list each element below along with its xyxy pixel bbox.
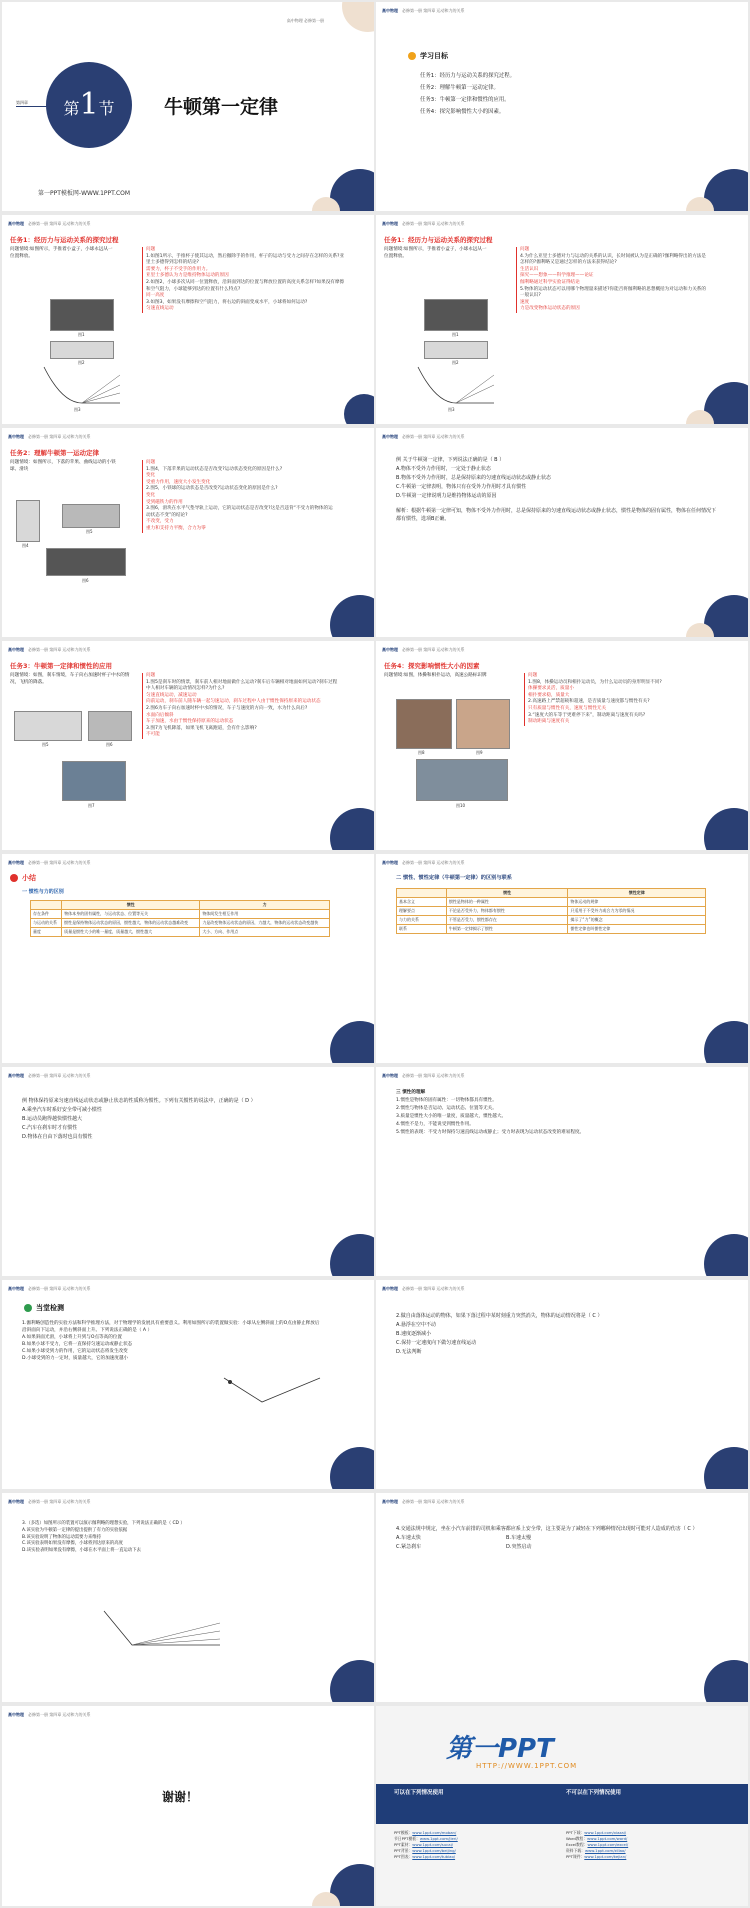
table-row: 量度 质量是惯性大小的唯一量度，质量越大，惯性越大 大小、方向、作用点 [31, 928, 330, 937]
slide-12[interactable] [376, 1067, 748, 1276]
question-text: 3.如图3，如果没有摩擦和空气阻力，将右边的斜面变成水平，小球将如何运动? [146, 299, 308, 305]
question-block [524, 673, 718, 726]
link-list [566, 1830, 736, 1860]
option: C.保持一定速度向下做匀速直线运动 [396, 1340, 477, 1346]
answer-text: 不改变，受力 [146, 519, 174, 525]
question-text: 3.图7为飞机降落，如果飞机飞离跑道，会有什么影响? [146, 725, 257, 731]
slide-header: 高中物理 必修第一册 第四章 运动和力的关系 [8, 221, 91, 226]
table-row: 理解要点 不论是否受外力，物体都有惯性 只适用于不受外力或合力为零的情况 [397, 907, 706, 916]
decor-circle [344, 394, 374, 424]
ramp-diagram [416, 365, 496, 405]
usage-allowed-title: 可以在下列情况使用 [394, 1790, 444, 1796]
section-heading: 学习目标 [420, 52, 448, 60]
option: A.乘坐汽车时系好安全带可减小惯性 [22, 1107, 102, 1113]
answer-text: 探究——想象——科学推理——论证 [520, 273, 594, 279]
option: B.速度逐渐减小 [396, 1331, 432, 1337]
list-item: 资料下载：www.1ppt.com/ziliao/ [566, 1848, 626, 1853]
figure-image [62, 504, 120, 528]
option: A.车速太快 [396, 1535, 421, 1541]
list-item: 节日PPT模板：www.1ppt.com/jieri/ [394, 1836, 458, 1841]
answer-text: 需要力，杯子不受手的作用力。 [146, 266, 211, 272]
example-block [22, 1097, 302, 1142]
question-text: 3.（多选）如图所示的装置可以演示伽利略的理想实验，下列说法正确的是（ CD ） [22, 1521, 185, 1526]
slide-header: 高中物理 必修第一册 第四章 运动和力的关系 [8, 1286, 91, 1291]
answer-text: 速度 [520, 299, 530, 305]
question-text: 1.如图1所示，手推杯子使其运动，然后撤除手的作用，杯子的运动与受力之间存在怎样的关系?亚里士多德得到怎样的结论? [146, 253, 345, 266]
decor-circle [330, 1234, 374, 1276]
question-label: 问题 [146, 247, 156, 252]
figure-caption: 图1 [78, 332, 85, 337]
figure-image [416, 759, 508, 801]
figure-caption: 图7 [88, 803, 95, 808]
figure-caption: 图6 [106, 742, 113, 747]
figure-image [14, 711, 82, 741]
option: D.该实验表明如果没有摩擦，小球在水平面上将一直运动下去 [22, 1548, 141, 1554]
slide-9[interactable] [2, 854, 374, 1063]
question-block [396, 1312, 696, 1357]
check-icon [24, 1304, 32, 1312]
question-text: 1.图5是刹车时的情景，刹车前人相对地面做什么运动?刹车后车辆相对地面如何运动?刹车过程中人相对车辆的运动情况怎样?为什么? [146, 679, 338, 692]
answer-text: 只有质量与惯性有关，速度与惯性无关 [528, 705, 607, 711]
table-row: 与运动的关系 惯性是保持物体运动状态的原因，惯性越大，物体的运动状态越难改变 力是改变物体运动状态的原因，力越大，物体的运动状态改变越快 [31, 919, 330, 928]
question-text: 2.做自由落体运动的物体，如果下落过程中某时刻重力突然消失，物体的运动情况将是（ C ） [396, 1313, 603, 1319]
decor-circle [704, 1234, 748, 1276]
slide-header: 高中物理 必修第一册 第四章 运动和力的关系 [382, 1286, 465, 1291]
scenario-text: 问题情境：如图，刹车情境，车子向右加速时杯子中水的情况，飞机的降落。 [10, 673, 130, 685]
option: A.物体不受外力作用时，一定处于静止状态 [396, 466, 491, 472]
section-jie: 节 [98, 99, 115, 118]
section-number: 1 [79, 87, 99, 122]
figure-caption: 图2 [78, 360, 85, 365]
list-item: 5.惯性的表现：不受力时保持匀速直线运动或静止；受力时表现为运动状态改变的难易程度。 [396, 1130, 585, 1135]
figure-image [50, 299, 114, 331]
example-block [396, 456, 716, 523]
comparison-table: 惯性 力 存在条件 物体本身的固有属性，与运动状态、位置等无关 物体间发生相互作用 与运动的关系 惯性是保持物体运动状态的原因，惯性越大，物体的运动状态越难改变 力是改变物体运动状态的原因，力越大，物体的运动状态改变越快 量度 质量是惯性大小的唯一量度，质量越大，惯性越大 大小、方向、作用点 [30, 900, 330, 937]
section-heading: 小结 [22, 874, 36, 882]
question-text: 4.为什么亚里士多德对力与运动的关系的认识，长时间被认为是正确的?伽利略得出的方法是怎样的?伽利略又是通过怎样的方法来获得结论? [520, 253, 706, 266]
sub-heading: 一 惯性与力的区别 [22, 889, 64, 895]
question-text: 4.交通法规中规定，坐在小汽车前排的司机和乘客都应系上安全带，这主要是为了减轻在下列哪种情况出现时可能对人造成的伤害（ C ） [396, 1526, 698, 1532]
section-number-circle [46, 62, 132, 148]
option: A.该实验为牛顿第一定律的提出提供了有力的实验依据 [22, 1527, 128, 1533]
slide-title: 任务1：经历力与运动关系的探究过程 [384, 236, 493, 244]
question-block [22, 1521, 322, 1555]
brand-logo: 第一PPT [446, 1734, 554, 1764]
usage-forbidden-title: 不可以在下列情况使用 [566, 1790, 622, 1796]
list-item: 任务3：牛顿第一定律和惯性的应用。 [420, 97, 510, 103]
options-row [396, 1534, 696, 1543]
question-text: 5.物体的运动状态可以用哪个物理量来描述?你能否将伽利略的思想概括为对运动和力关系的一般认识? [520, 286, 706, 299]
question-text: 3.“速度大的车等于更难停下来”，制动距离与速度有关吗? [528, 712, 646, 718]
table-row: 存在条件 物体本身的固有属性，与运动状态、位置等无关 物体间发生相互作用 [31, 910, 330, 919]
answer-text: 变化 [146, 492, 156, 498]
list-item: Word教程：www.1ppt.com/word/ [566, 1836, 628, 1841]
option: D.物体在自由下落时也具有惯性 [22, 1134, 93, 1140]
slide-header: 高中物理 必修第一册 第四章 运动和力的关系 [382, 647, 465, 652]
slide-header: 高中物理 必修第一册 第四章 运动和力的关系 [8, 1073, 91, 1078]
slide-15[interactable] [2, 1493, 374, 1702]
option: D.突然启动 [506, 1544, 532, 1550]
option: C.该实验表明如果没有摩擦，小球将到达原来的高度 [22, 1541, 124, 1547]
figure-caption: 图6 [82, 578, 89, 583]
question-block [22, 1320, 322, 1362]
question-block [142, 247, 346, 313]
answer-text: 变化 [146, 473, 156, 479]
option: B.运动员跑得越快惯性越大 [22, 1116, 83, 1122]
list-item: 1.惯性是物体的固有属性：一切物体都具有惯性。 [396, 1098, 497, 1103]
figure-caption: 图5 [42, 742, 49, 747]
answer-text: 同一高度 [146, 293, 165, 299]
track-diagram [222, 1376, 322, 1406]
answer-text: 亚里士多德认为力是维持物体运动的原因 [146, 273, 229, 279]
slide-1[interactable] [2, 2, 374, 211]
ramp-diagram [102, 1609, 222, 1649]
answer-text: 力是改变物体运动状态的原因 [520, 306, 580, 312]
section-heading: 三 惯性的理解 [396, 1090, 426, 1095]
footer-text: 第一PPT模板网-WWW.1PPT.COM [38, 190, 131, 197]
figure-image [46, 548, 126, 576]
slide-title: 任务3：牛顿第一定律和惯性的应用 [10, 662, 113, 670]
option: B.车速太慢 [506, 1535, 532, 1541]
figure-caption: 图4 [22, 543, 29, 548]
question-label: 问题 [146, 673, 156, 678]
slide-header: 高中物理 必修第一册 第四章 运动和力的关系 [382, 860, 465, 865]
question-text: 1.图8，体操运动员和相扑运动员，为什么运动员的身形明显不同? [528, 679, 662, 685]
slide-8[interactable] [376, 641, 748, 850]
table-row: 与力的关系 不管是否受力，惯性都存在 揭示了“力”的概念 [397, 916, 706, 925]
list-item: PPT下载：www.1ppt.com/xiazai/ [566, 1830, 627, 1835]
list-item: 任务1：经历力与运动关系的探究过程。 [420, 73, 516, 79]
question-text: 1.图4，下落苹果的运动状态是否改变?运动状态变化的原因是什么? [146, 466, 283, 472]
slide-header: 高中物理 必修第一册 第四章 运动和力的关系 [8, 434, 91, 439]
answer-text: 受重力作用，速度大小发生变化 [146, 479, 211, 485]
question-text: 2.图6为车子向右加速时杯中水的情况，车子与速度的方向一致，水为什么向后? [146, 705, 308, 711]
decor-circle [704, 1447, 748, 1489]
slide-11[interactable] [2, 1067, 374, 1276]
slide-header: 高中物理 必修第一册 第四章 运动和力的关系 [382, 434, 465, 439]
figure-caption: 图3 [448, 407, 455, 412]
objectives-list [420, 70, 515, 118]
list-item: PPT素材：www.1ppt.com/sucai/ [394, 1842, 453, 1847]
table-row: 基本含义 惯性是物体的一种属性 物体运动的规律 [397, 898, 706, 907]
list-item: PPT课件：www.1ppt.com/kejian/ [566, 1854, 627, 1859]
notes-block [396, 1089, 696, 1137]
slide-header: 高中物理 必修第一册 第四章 运动和力的关系 [8, 647, 91, 652]
question-text: 2.如图2，小球多次从同一位置释放，沿斜面到达的位置与释放位置的高度关系怎样?如果没有摩擦和空气阻力，小球能够到达的位置有什么特点? [146, 279, 345, 292]
answer-text: 生活认识 [520, 266, 539, 272]
section-heading: 当堂检测 [36, 1304, 64, 1312]
figure-image [16, 500, 40, 542]
question-text: 1.伽利略创造性的实验方法和科学推理方法，对于物理学的发展具有重要意义。利用如图所示的装置做实验：小球从左侧斜面上的O点由静止释放后沿斜面向下运动，并沿右侧斜面上升。下列说法正确的是（ A ） [22, 1321, 320, 1333]
chapter-tag: 第四章 [16, 100, 28, 105]
option: D.小球受到的力一定时，质量越大，它的加速度越小 [22, 1356, 129, 1361]
list-item: 3.质量是惯性大小的唯一量度，质量越大，惯性越大。 [396, 1114, 507, 1119]
list-item: PPT背景：www.1ppt.com/beijing/ [394, 1848, 456, 1853]
decor-circle [704, 1021, 748, 1063]
comparison-table: 惯性 惯性定律 基本含义 惯性是物体的一种属性 物体运动的规律 理解要点 不论是否受外力，物体都有惯性 只适用于不受外力或合力为零的情况 与力的关系 不管是否受力，惯性都存在 揭示了“力”的概念 联系 牛顿第一定律揭示了惯性 惯性定律也叫惯性定律 [396, 888, 706, 934]
slide-4[interactable] [376, 215, 748, 424]
answer-text: 匀速直线运动，减速运动 [146, 692, 197, 698]
summary-icon [10, 874, 18, 882]
figure-caption: 图2 [452, 360, 459, 365]
answer-text: 向前运动，刹车前人随车辆一起匀速运动，刹车过程中人由于惯性保持原来的运动状态 [146, 699, 321, 705]
answer-text: 水面向后倾斜 [146, 712, 174, 718]
slide-18[interactable] [376, 1706, 748, 1906]
figure-image [396, 699, 452, 749]
decor-circle [704, 808, 748, 850]
slide-header: 高中物理 必修第一册 第四章 运动和力的关系 [382, 8, 465, 13]
list-item: 任务2：理解牛顿第一运动定律。 [420, 85, 499, 91]
figure-image [62, 761, 126, 801]
figure-image [50, 341, 114, 359]
question-text: 3.图6，滑块在水平气垫导轨上运动，它的运动状态是否改变?这是否违背“不受力的物体的运动状态不变”的结论? [146, 506, 333, 518]
question-block [396, 1525, 696, 1552]
answer-text: 体操要求灵活，质量小 [528, 686, 574, 692]
slide-5[interactable] [2, 428, 374, 637]
decor-circle [330, 808, 374, 850]
option: B.该实验说明了物体的运动需要力来维持 [22, 1534, 102, 1540]
table-row: 联系 牛顿第一定律揭示了惯性 惯性定律也叫惯性定律 [397, 925, 706, 934]
figure-image [456, 699, 510, 749]
slide-header: 高中物理 必修第一册 第四章 运动和力的关系 [382, 221, 465, 226]
brand-url[interactable]: HTTP://WWW.1PPT.COM [476, 1762, 578, 1770]
usage-banner [376, 1784, 748, 1824]
slide-16[interactable] [376, 1493, 748, 1702]
slide-header: 高中物理 必修第一册 第四章 运动和力的关系 [8, 860, 91, 865]
figure-image [88, 711, 132, 741]
question-text: 2.图5，小铁球的运动状态是否改变?运动状态变化的原因是什么? [146, 486, 278, 492]
target-icon [408, 52, 416, 60]
question-label: 问题 [528, 673, 538, 678]
slide-header: 高中物理 必修第一册 第四章 运动和力的关系 [382, 1499, 465, 1504]
slide-header: 高中物理 必修第一册 第四章 运动和力的关系 [8, 1712, 91, 1717]
slide-6[interactable] [376, 428, 748, 637]
figure-caption: 图1 [452, 332, 459, 337]
question-block [142, 673, 341, 739]
section-di: 第 [63, 99, 80, 118]
example-question: 例 关于牛顿第一定律，下列说法正确的是（ B ） [396, 457, 505, 463]
option: A.如果斜面光滑，小球将上升到与O点等高的位置 [22, 1335, 123, 1340]
scenario-text: 问题情境:如图，体操和相扑运动，高速公路标识牌 [384, 673, 487, 678]
figure-caption: 图3 [74, 407, 81, 412]
option: B.物体不受外力作用时，总是保持原来的匀速直线运动状态或静止状态 [396, 475, 552, 481]
slide-header: 高中物理 必修第一册 第四章 运动和力的关系 [8, 1499, 91, 1504]
decor-circle [342, 2, 374, 32]
answer-text: 制动距离与速度有关 [528, 719, 570, 725]
list-item: Excel教程：www.1ppt.com/excel/ [566, 1842, 629, 1847]
slide-2[interactable] [376, 2, 748, 211]
page-title: 牛顿第一定律 [164, 96, 279, 118]
figure-caption: 图10 [456, 803, 466, 808]
explanation: 解析：根据牛顿第一定律可知，物体不受外力作用时，总是保持原来的匀速直线运动状态或静止状态，惯性是物体的固有属性，物体在任何情况下都有惯性，选项B正确。 [396, 508, 717, 522]
answer-text: 匀速直线运动 [146, 306, 174, 312]
decor-circle [330, 1447, 374, 1489]
decor-circle [330, 1660, 374, 1702]
question-label: 问题 [146, 460, 156, 465]
slide-14[interactable] [376, 1280, 748, 1489]
answer-text: 伽利略通过科学实验证得结论 [520, 279, 580, 285]
slide-title: 任务4：探究影响惯性大小的因素 [384, 662, 480, 670]
decor-circle [330, 1021, 374, 1063]
list-item: 任务4：探究影响惯性大小的因素。 [420, 109, 505, 115]
figure-image [424, 341, 488, 359]
answer-text: 受到磁铁力的作用 [146, 499, 183, 505]
top-label: 高中物理 必修第一册 [286, 18, 324, 23]
question-text: 2.高速路上严禁超载和超速，是否质量与速度都与惯性有关? [528, 699, 650, 705]
option: D.牛顿第一定律说明力是维持物体运动的原因 [396, 493, 497, 499]
example-question: 例 物体保持原来匀速直线运动状态或静止状态的性质称为惯性。下列有关惯性的说法中，正确的是（ D ） [22, 1098, 256, 1104]
scenario-text: 问题情境:如图所示，手推着小盒子，小球永远从一位置释放。 [10, 247, 113, 259]
figure-image [424, 299, 488, 331]
answer-text: 车子加速，水由于惯性保持原来的运动状态 [146, 719, 234, 725]
figure-caption: 图9 [476, 750, 483, 755]
scenario-text: 问题情境：如图所示，下落的苹果、曲线运动的小铁球、滑块 [10, 460, 116, 472]
list-item: 2.惯性与物体是否运动、运动状态、位置等无关。 [396, 1106, 497, 1111]
list-item: PPT模板：www.1ppt.com/moban/ [394, 1830, 457, 1835]
answer-text: 相扑要求稳，质量大 [528, 692, 570, 698]
option: C.如果小球受到力的作用，它的运动状态将发生改变 [22, 1349, 128, 1354]
question-block [142, 460, 336, 533]
question-block [516, 247, 710, 313]
figure-caption: 图5 [86, 529, 93, 534]
scenario-text: 问题情境:如图所示，手推着小盒子，小球永远从一位置释放。 [384, 247, 487, 259]
option: A.悬浮在空中不动 [396, 1322, 436, 1328]
thanks-text: 谢谢！ [162, 1790, 199, 1804]
option: C.汽车在刹车时才有惯性 [22, 1125, 78, 1131]
option: D.无法判断 [396, 1349, 422, 1355]
slide-title: 任务2：理解牛顿第一运动定律 [10, 449, 100, 457]
decor-circle [704, 1660, 748, 1702]
options-row [396, 1543, 696, 1552]
slide-3[interactable] [2, 215, 374, 424]
link-list [394, 1830, 564, 1860]
list-item: PPT图表：www.1ppt.com/tubiao/ [394, 1854, 456, 1859]
slide-10[interactable] [376, 854, 748, 1063]
slide-13[interactable] [2, 1280, 374, 1489]
slide-title: 任务1：经历力与运动关系的探究过程 [10, 236, 119, 244]
option: C.牛顿第一定律表明，物体只有在受外力作用时才具有惯性 [396, 484, 527, 490]
ramp-diagram [42, 365, 122, 405]
option: B.如果小球不受力，它将一直保持匀速运动或静止状态 [22, 1342, 133, 1347]
section-heading: 二 惯性、惯性定律（牛顿第一定律）的区别与联系 [396, 875, 512, 881]
slide-7[interactable] [2, 641, 374, 850]
slide-header: 高中物理 必修第一册 第四章 运动和力的关系 [382, 1073, 465, 1078]
option: C.紧急刹车 [396, 1544, 422, 1550]
answer-text: 重力和支持力平衡，合力为零 [146, 525, 206, 531]
list-item: 4.惯性不是力，不能说受到惯性作用。 [396, 1122, 474, 1127]
decor-circle [330, 595, 374, 637]
slide-17[interactable] [2, 1706, 374, 1906]
figure-caption: 图8 [418, 750, 425, 755]
question-label: 问题 [520, 247, 530, 252]
answer-text: 不可能 [146, 732, 160, 738]
